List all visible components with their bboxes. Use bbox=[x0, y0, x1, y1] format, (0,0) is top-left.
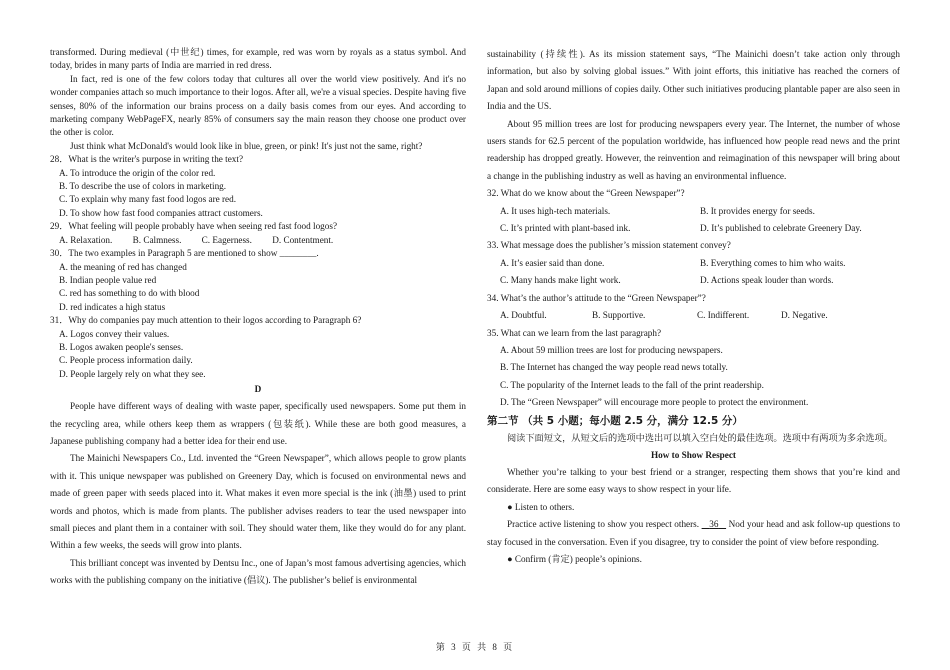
option: A. Logos convey their values. bbox=[59, 328, 170, 339]
question-33: 33. What message does the publisher’s mission statement convey? bbox=[487, 240, 731, 251]
option: A. To introduce the origin of the color red. bbox=[59, 167, 216, 178]
question-31: 31．Why do companies pay much attention to their logos according to Paragraph 6? bbox=[50, 315, 362, 326]
paragraph: In fact, red is one of the few colors today that cultures all over the world view positively. And it's no wonder companies attach so much importance to their logos. After all, we're a visual species. Despite having five senses, 80% of the information our brains process on a daily basis comes from our eyes. And according to marketing company WebPageFX, nearly 85% of consumers say the main reason they choose one product over the other is color. bbox=[50, 73, 466, 138]
option: A. About 59 million trees are lost for producing newspapers. bbox=[500, 344, 723, 355]
option: C. red has something to do with blood bbox=[59, 288, 200, 299]
question-28: 28．What is the writer's purpose in writing the text? bbox=[50, 154, 244, 165]
option: D. To show how fast food companies attract customers. bbox=[59, 207, 263, 218]
option: C. Indifferent. bbox=[697, 310, 750, 321]
option-row bbox=[487, 255, 900, 272]
paragraph: People have different ways of dealing with waste paper, specifically used newspapers. Some put them in the recycling area, while others keep them as wrappers (包装纸). While these are both good measures, a Japanese publishing company had a better idea for their end use. bbox=[50, 401, 466, 446]
paragraph: The Mainichi Newspapers Co., Ltd. invented the “Green Newspaper”, which allows people to grow plants with it. This unique newspaper was published on Greenery Day, which is focused on environmental news and made of green paper with seeds placed into it. What makes it even more special is the ink (油墨) used to print words and photos, which is made from plants. The publisher advises readers to tear the used newspaper into small pieces and plant them in a container with soil. They should water them, like they would do for any plant. Within a few weeks, the seeds will grow into plants. bbox=[50, 453, 466, 551]
question-34: 34. What’s the author’s attitude to the “Green Newspaper”? bbox=[487, 292, 706, 303]
paragraph: About 95 million trees are lost for producing newspapers every year. The Internet, the number of whose users stands for 62.5 percent of the population worldwide, has influenced how people read news and the print readership has dropped greatly. However, the reinvention and reimagination of this newspaper will bring about a change in the publishing industry as well as having an environmental influence. bbox=[487, 118, 900, 181]
instructions: 阅读下面短文，从短文后的选项中选出可以填入空白处的最佳选项。选项中有两项为多余选项。 bbox=[507, 432, 893, 443]
option-row bbox=[487, 272, 900, 289]
option: D. Contentment. bbox=[272, 234, 334, 245]
paragraph: Just think what McDonald's would look like in blue, green, or pink! It's just not the same, right? bbox=[70, 140, 423, 151]
option: B. Everything comes to him who waits. bbox=[700, 257, 846, 268]
option: C. Eagerness. bbox=[201, 234, 252, 245]
option-row bbox=[50, 234, 466, 247]
option: D. People largely rely on what they see. bbox=[59, 368, 206, 379]
page-footer: 第 3 页 共 8 页 bbox=[435, 642, 515, 652]
paragraph: sustainability (持续性). As its mission statement says, “The Mainichi doesn’t take action only through information, but also by solving global issues.” With joint efforts, this initiative has reached the corners of Japan and sold around millions of copies daily. Other such initiatives producing plantable paper are also seen in India and the US. bbox=[487, 49, 900, 112]
option: C. To explain why many fast food logos are red. bbox=[59, 194, 237, 205]
option: B. Calmness. bbox=[132, 234, 182, 245]
question-32: 32. What do we know about the “Green Newspaper”? bbox=[487, 188, 685, 199]
paragraph bbox=[487, 516, 900, 551]
question-29: 29．What feeling will people probably have when seeing red fast food logos? bbox=[50, 221, 338, 232]
paragraph: This brilliant concept was invented by Dentsu Inc., one of Japan’s most famous advertising agencies, which works with the publishing company on the initiative (倡议). The publisher’s belief is environmental bbox=[50, 557, 466, 586]
passage-title: D bbox=[254, 384, 262, 395]
option: B. Logos awaken people's senses. bbox=[59, 341, 184, 352]
option: B. Supportive. bbox=[592, 310, 646, 321]
option: A. It uses high-tech materials. bbox=[500, 205, 611, 216]
option: D. Negative. bbox=[781, 310, 828, 321]
right-column bbox=[487, 46, 900, 568]
bullet-item: ● Confirm (肯定) people’s opinions. bbox=[507, 553, 642, 564]
blank-number: 36 bbox=[709, 519, 719, 530]
option: B. Indian people value red bbox=[59, 274, 157, 285]
paragraph-text: Nod your head and ask follow-up questions to stay focused in the conversation. Even if you disagree, try to consider the point of view before responding. bbox=[487, 519, 901, 547]
option: D. The “Green Newspaper” will encourage more people to protect the environment. bbox=[500, 397, 809, 408]
option: C. People process information daily. bbox=[59, 355, 193, 366]
option: B. The Internet has changed the way people read news totally. bbox=[500, 362, 728, 373]
bullet-item: ● Listen to others. bbox=[507, 501, 575, 512]
option-row bbox=[487, 203, 900, 220]
option: A. Doubtful. bbox=[500, 310, 547, 321]
question-30: 30．The two examples in Paragraph 5 are mentioned to show ________. bbox=[50, 248, 319, 259]
blank-36 bbox=[702, 519, 726, 529]
paragraph-text: Practice active listening to show you respect others. bbox=[507, 519, 700, 530]
paragraph: Whether you’re talking to your best friend or a stranger, respecting them shows that you’re kind and considerate. Here are some easy ways to show respect in your life. bbox=[487, 466, 900, 495]
option: C. Many hands make light work. bbox=[500, 275, 621, 286]
option: B. To describe the use of colors in marketing. bbox=[59, 181, 227, 192]
paragraph: transformed. During medieval (中世纪) times, for example, red was worn by royals as a status symbol. And today, brides in many parts of India are married in red dress. bbox=[50, 47, 466, 71]
option: D. red indicates a high status bbox=[59, 301, 166, 312]
option: C. The popularity of the Internet leads to the fall of the print readership. bbox=[500, 379, 764, 390]
passage-title: How to Show Respect bbox=[651, 449, 736, 460]
option: A. It’s easier said than done. bbox=[500, 257, 605, 268]
option-row bbox=[487, 307, 900, 324]
option: B. It provides energy for seeds. bbox=[700, 205, 815, 216]
question-35: 35. What can we learn from the last paragraph? bbox=[487, 327, 662, 338]
option: A. the meaning of red has changed bbox=[59, 261, 187, 272]
section-title: 第二节 （共 5 小题；每小题 2.5 分，满分 12.5 分） bbox=[487, 414, 743, 427]
option: D. It’s published to celebrate Greenery Day. bbox=[700, 223, 862, 234]
option: C. It’s printed with plant-based ink. bbox=[500, 223, 631, 234]
option-row bbox=[487, 220, 900, 237]
option: A. Relaxation. bbox=[59, 234, 113, 245]
left-column bbox=[50, 46, 466, 590]
option: D. Actions speak louder than words. bbox=[700, 275, 834, 286]
